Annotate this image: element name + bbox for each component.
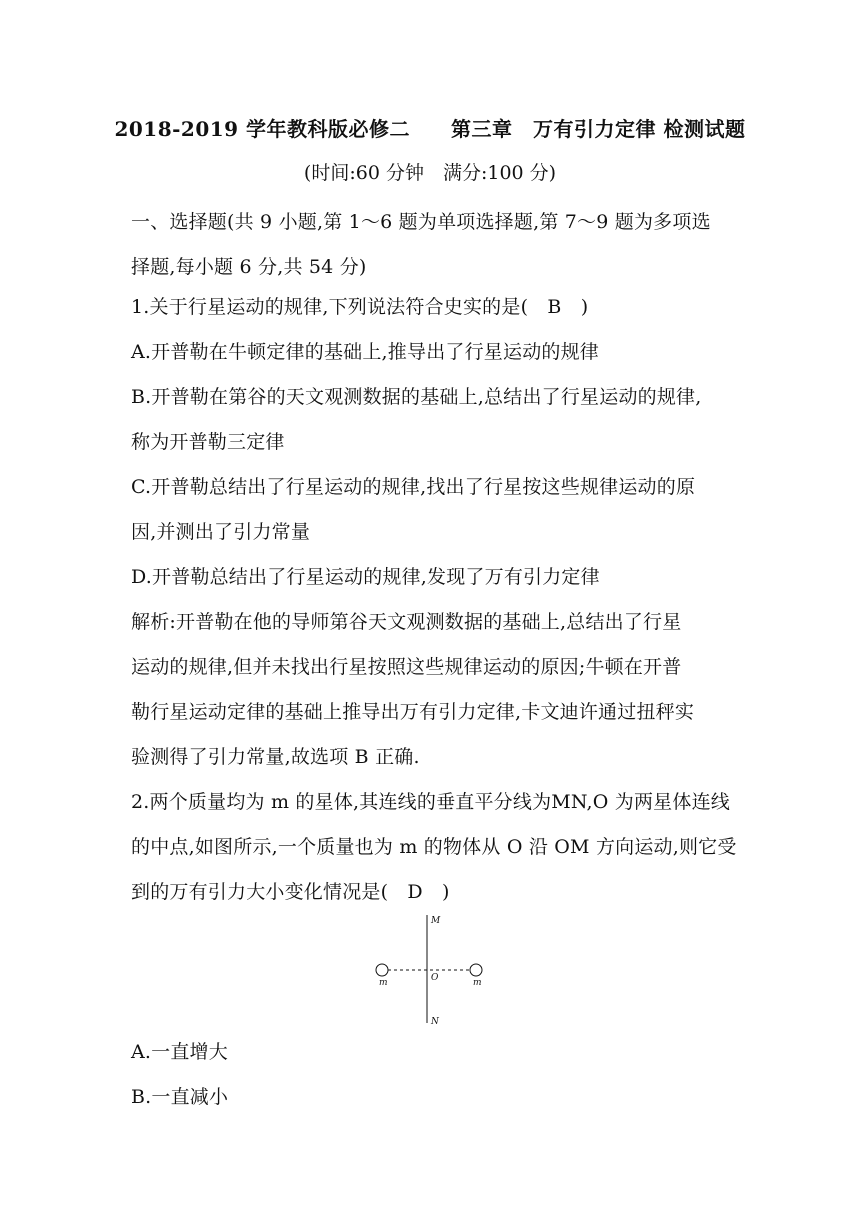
question-1-analysis-line-4: 验测得了引力常量,故选项 B 正确. [131,746,420,768]
left-mass-circle [376,964,388,976]
label-m-top: M [431,916,441,926]
question-2-option-a: A.一直增大 [131,1041,228,1063]
question-2-stem-line-1: 2.两个质量均为 m 的星体,其连线的垂直平分线为MN,O 为两星体连线 [131,791,730,813]
question-1-option-b-line-1: B.开普勒在第谷的天文观测数据的基础上,总结出了行星运动的规律, [131,386,702,408]
question-1-analysis-line-3: 勒行星运动定律的基础上推导出万有引力定律,卡文迪许通过扭秤实 [131,701,695,723]
diagram-svg [370,913,490,1028]
question-1-option-c-line-1: C.开普勒总结出了行星运动的规律,找出了行星按这些规律运动的原 [131,476,696,498]
label-n-bottom: N [431,1017,439,1027]
two-masses-diagram [370,913,490,1028]
question-1-analysis-line-1: 解析:开普勒在他的导师第谷天文观测数据的基础上,总结出了行星 [131,611,682,633]
question-1-option-b-line-2: 称为开普勒三定律 [131,431,285,453]
label-m-left: m [379,978,388,988]
label-o-center: O [431,973,439,983]
question-1-option-c-line-2: 因,并测出了引力常量 [131,521,311,543]
question-1-analysis-line-2: 运动的规律,但并未找出行星按照这些规律运动的原因;牛顿在开普 [131,656,682,678]
document-title: 2018-2019 学年教科版必修二 第三章 万有引力定律 检测试题 [114,117,746,141]
question-2-stem-line-3: 到的万有引力大小变化情况是( D ) [131,881,450,903]
label-m-right: m [473,978,482,988]
exam-time-score: (时间:60 分钟 满分:100 分) [303,162,557,184]
question-1-option-a: A.开普勒在牛顿定律的基础上,推导出了行星运动的规律 [131,341,600,363]
question-2-option-b: B.一直减小 [131,1086,229,1108]
question-1-stem: 1.关于行星运动的规律,下列说法符合史实的是( B ) [131,296,589,318]
section-heading-line-1: 一、选择题(共 9 小题,第 1～6 题为单项选择题,第 7～9 题为多项选 [131,211,711,233]
question-1-option-d: D.开普勒总结出了行星运动的规律,发现了万有引力定律 [131,566,600,588]
question-2-stem-line-2: 的中点,如图所示,一个质量也为 m 的物体从 O 沿 OM 方向运动,则它受 [131,836,737,858]
right-mass-circle [470,964,482,976]
section-heading-line-2: 择题,每小题 6 分,共 54 分) [131,256,367,278]
